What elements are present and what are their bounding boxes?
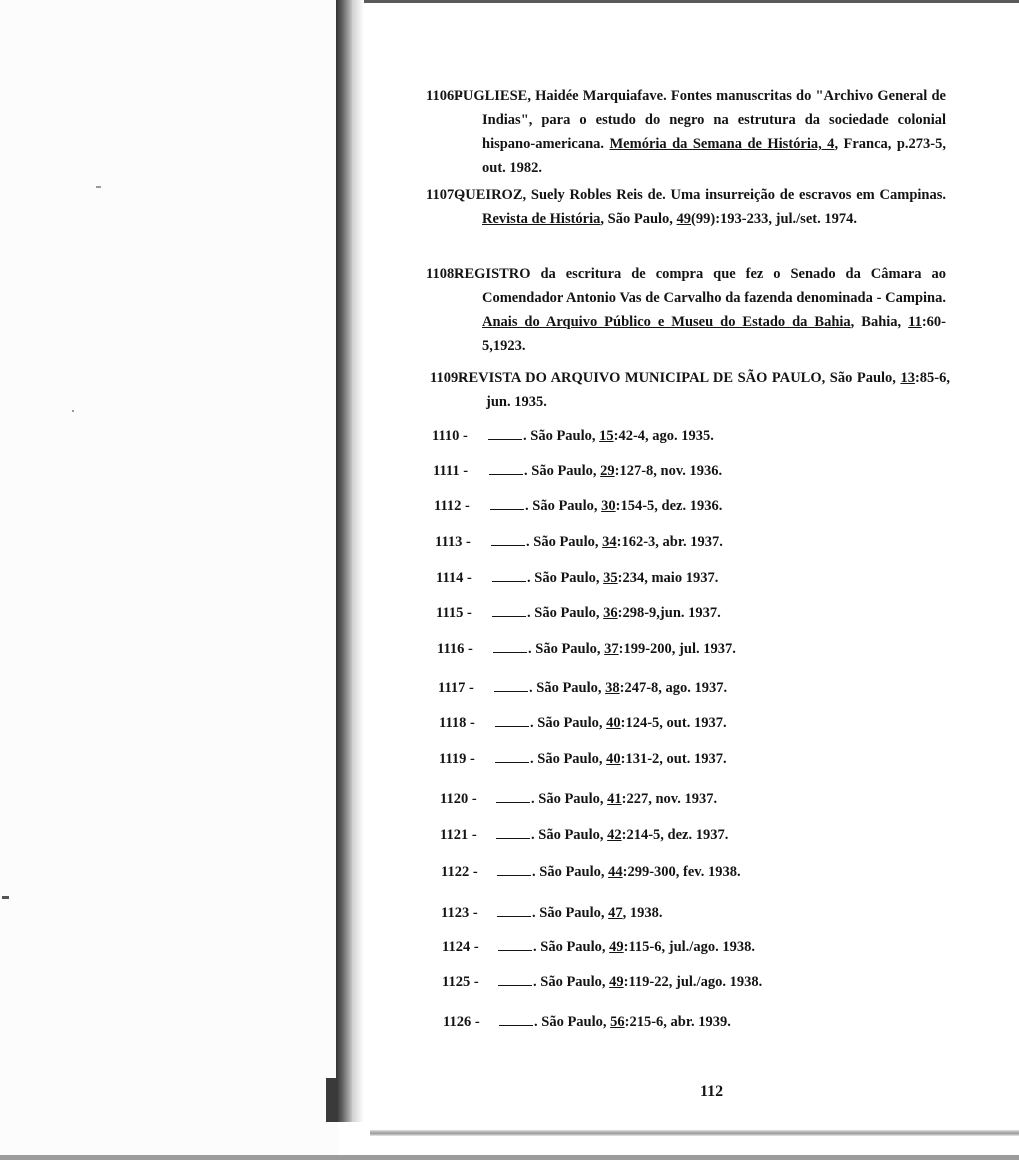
entry-number: 1121 - [440,827,477,843]
entry-pages-date: :131-2, out. 1937. [620,751,727,767]
entry-number: 1122 - [441,864,478,880]
entry-segment: :60-5,1923. [482,314,947,354]
entry-text [495,711,727,735]
entry-volume: 40 [606,751,621,767]
entry-place: . São Paulo, [533,939,610,955]
entry-place: . São Paulo, [527,605,604,621]
entry-pages-date: :154-5, dez. 1936. [615,498,723,514]
entry-segment: QUEIROZ, Suely Robles Reis de. Uma insurreição de escravos em Campinas. [454,187,946,203]
entry-segment: (99):193-233, jul./set. 1974. [691,211,857,227]
entry-pages-date: :298-9,jun. 1937. [617,605,721,621]
entry-volume: 49 [609,974,624,990]
entry-text [499,1010,731,1034]
entry-volume: 49 [609,939,624,955]
entry-title: Anais do Arquivo Público e Museu do Estado da Bahia [482,314,851,330]
entry-number: 1112 - [434,498,470,514]
entry-volume: 47 [608,905,623,921]
entry-volume: 42 [607,827,622,843]
entry-number: 1107 - [426,187,463,203]
entry-number: 1109 - [430,370,467,386]
entry-place: . São Paulo, [533,974,610,990]
entry-pages-date: :247-8, ago. 1937. [619,680,728,696]
entry-segment: REVISTA DO ARQUIVO MUNICIPAL DE SÃO PAULO, São Paulo, [458,370,901,386]
entry-number: 1113 - [435,534,471,550]
ditto-blank [491,531,525,546]
entry-text [491,530,723,554]
entry-place: . São Paulo, [529,680,606,696]
bibliography-entry [426,84,974,180]
entry-volume: 37 [604,641,619,657]
ditto-blank [488,425,522,440]
bibliography-entry [430,366,978,414]
entry-number: 1125 - [442,974,479,990]
entry-place: . São Paulo, [523,428,600,444]
entry-text [496,823,728,847]
entry-title: Memória da Semana de História, 4 [609,136,835,152]
entry-pages-date: :124-5, out. 1937. [620,715,727,731]
entry-volume: 34 [602,534,617,550]
entry-text [490,494,722,518]
entry-number: 1117 - [438,680,474,696]
entry-pages-date: :199-200, jul. 1937. [618,641,736,657]
entry-number: 1110 - [432,428,468,444]
entry-volume: 44 [608,864,623,880]
entry-number: 1115 - [436,605,472,621]
entry-place: . São Paulo, [526,534,603,550]
entry-text [492,601,721,625]
entry-title: 13 [900,370,915,386]
entry-segment: , São Paulo, [600,211,677,227]
entry-text [498,935,755,959]
entry-text [458,366,950,414]
entry-pages-date: :42-4, ago. 1935. [613,428,714,444]
entry-place: . São Paulo, [531,827,608,843]
entry-number: 1106 - [426,88,463,104]
ditto-blank [489,460,523,475]
entry-place: . São Paulo, [532,864,609,880]
entry-volume: 56 [610,1014,625,1030]
entry-volume: 29 [600,463,615,479]
entry-place: . São Paulo, [531,791,608,807]
entry-pages-date: :115-6, jul./ago. 1938. [623,939,755,955]
ditto-blank [496,824,530,839]
entry-pages-date: , 1938. [622,905,663,921]
bibliography-entry [426,183,974,255]
entry-text [497,860,741,884]
entry-text [454,183,946,231]
entry-number: 1116 - [437,641,473,657]
entry-pages-date: :127-8, nov. 1936. [614,463,723,479]
entry-place: . São Paulo, [534,1014,611,1030]
entry-number: 1126 - [443,1014,480,1030]
entry-text [454,84,946,180]
entry-pages-date: :215-6, abr. 1939. [624,1014,731,1030]
entry-volume: 41 [607,791,622,807]
ditto-blank [497,902,531,917]
entry-text [496,787,717,811]
entry-text [497,901,663,925]
entry-text [494,676,727,700]
entry-volume: 38 [605,680,620,696]
entry-pages-date: :227, nov. 1937. [621,791,718,807]
entry-number: 1123 - [441,905,478,921]
ditto-blank [497,861,531,876]
ditto-blank [498,971,532,986]
entry-volume: 40 [606,715,621,731]
ditto-blank [496,788,530,803]
entry-pages-date: :119-22, jul./ago. 1938. [623,974,763,990]
ditto-blank [492,567,526,582]
entry-place: . São Paulo, [532,905,609,921]
entry-segment: , Bahia, [850,314,909,330]
ditto-blank [495,748,529,763]
entry-text [492,566,718,590]
entry-number: 1118 - [439,715,475,731]
ditto-blank [499,1011,533,1026]
entry-place: . São Paulo, [527,570,604,586]
entry-place: . São Paulo, [524,463,601,479]
entry-title: Revista de História [482,211,601,227]
ditto-blank [498,936,532,951]
scan-base [0,1155,1019,1160]
ditto-blank [493,638,527,653]
entry-volume: 35 [603,570,618,586]
ditto-blank [495,712,529,727]
page-number: 112 [700,1083,724,1100]
entry-place: . São Paulo, [528,641,605,657]
entry-text [498,970,762,994]
entry-segment: PUGLIESE, Haidée Marquiafave. Fontes manuscritas do "Archivo General de Indias", para o estudo do negro na estrutura da sociedade colonial hispano-americana. [454,88,946,152]
entry-number: 1114 - [436,570,472,586]
ditto-blank [490,495,524,510]
entry-volume: 36 [603,605,618,621]
entry-title: 11 [908,314,922,330]
entry-number: 1111 - [433,463,469,479]
entry-pages-date: :234, maio 1937. [617,570,719,586]
entry-volume: 15 [599,428,614,444]
ditto-blank [492,602,526,617]
entry-number: 1119 - [439,751,475,767]
entry-pages-date: :162-3, abr. 1937. [616,534,723,550]
entry-text [489,459,722,483]
entry-title: 49 [676,211,692,227]
bibliography-entry [426,262,974,358]
entry-number: 1120 - [440,791,477,807]
entry-number: 1108 - [426,266,463,282]
ditto-blank [494,677,528,692]
entry-segment: REGISTRO da escritura de compra que fez o Senado da Câmara ao Comendador Antonio Vas de Carvalho da fazenda denominada - Campina. [454,266,946,306]
entry-segment: , Franca, p.273-5, out. 1982. [482,136,947,176]
entry-pages-date: :214-5, dez. 1937. [621,827,729,843]
entry-text [454,262,946,358]
entry-text [493,637,736,661]
entry-text [495,747,727,771]
entry-pages-date: :299-300, fev. 1938. [622,864,741,880]
entry-text [488,424,714,448]
entry-place: . São Paulo, [530,715,607,731]
entry-place: . São Paulo, [525,498,602,514]
entry-place: . São Paulo, [530,751,607,767]
entry-segment: :85-6, jun. 1935. [486,370,950,410]
bottom-edge [370,1130,1019,1136]
entry-volume: 30 [601,498,616,514]
entry-number: 1124 - [442,939,479,955]
